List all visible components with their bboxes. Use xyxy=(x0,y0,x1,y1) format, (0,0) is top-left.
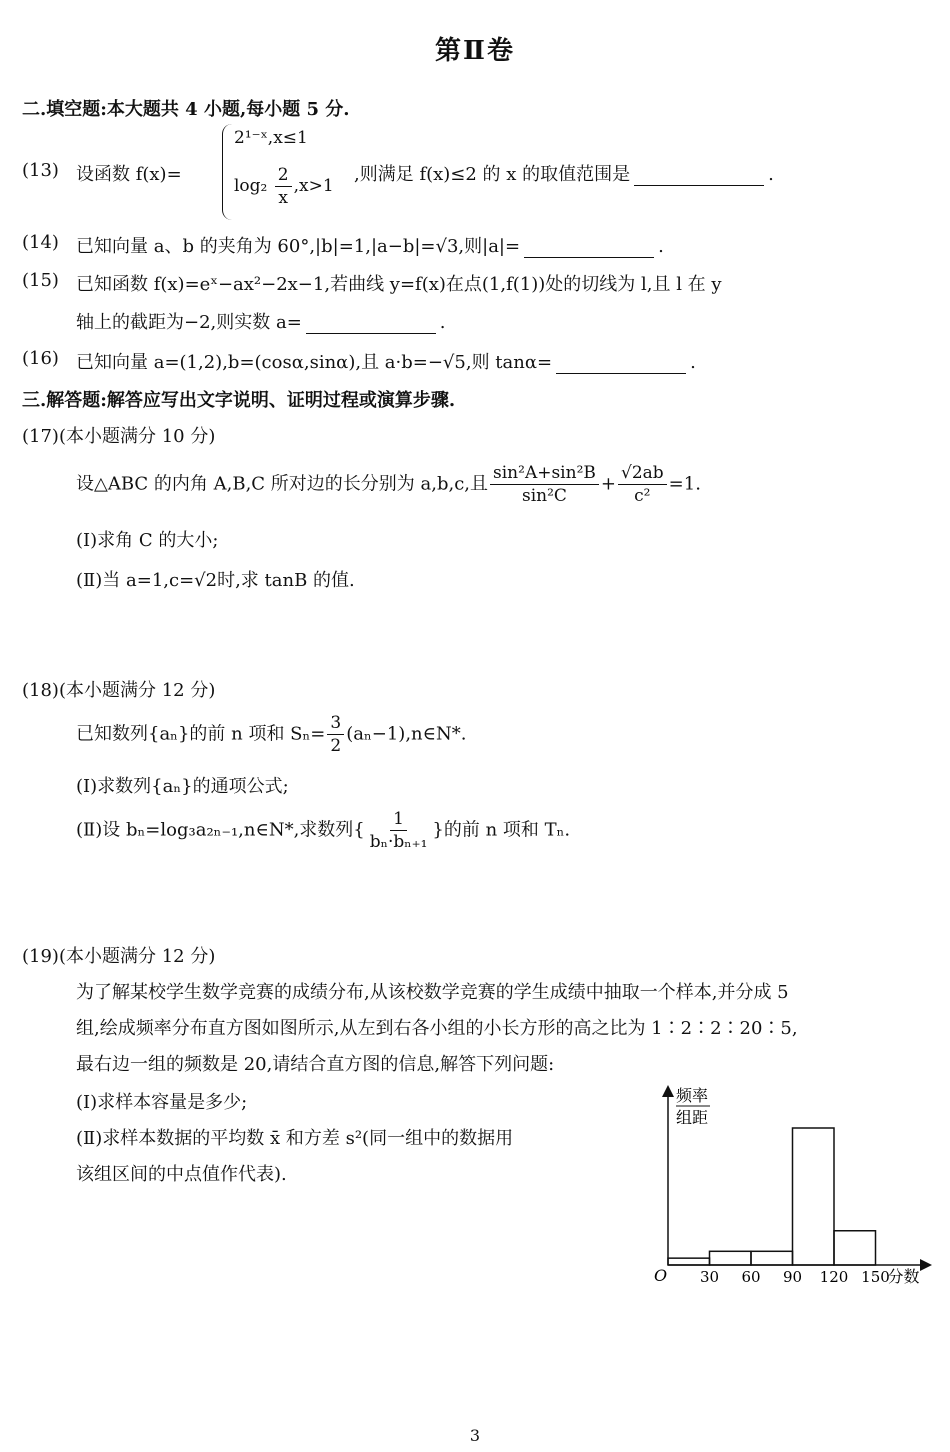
q13-case2-den: x xyxy=(278,188,288,208)
q14-number: (14) xyxy=(22,232,59,253)
q19-part2: (Ⅱ)求样本数据的平均数 x̄ 和方差 s²(同一组中的数据用 xyxy=(76,1128,514,1149)
histogram-bar xyxy=(751,1251,793,1265)
q13-suffix xyxy=(354,160,774,186)
q13-case2-log: log₂ xyxy=(234,176,268,196)
section-fill-in-heading: 二.填空题:本大题共 4 小题,每小题 5 分. xyxy=(22,99,350,120)
q18-part1: (Ⅰ)求数列{aₙ}的通项公式; xyxy=(76,776,289,797)
q18-post: (aₙ−1),n∈N*. xyxy=(346,723,467,745)
q17-f1-den: sin²C xyxy=(521,486,567,506)
q17-statement xyxy=(76,462,701,507)
q16-number: (16) xyxy=(22,348,59,369)
page-number: 3 xyxy=(469,1426,481,1445)
q19-line3: 最右边一组的频数是 20,请结合直方图的信息,解答下列问题: xyxy=(76,1054,555,1075)
q14-text: 已知向量 a、b 的夹角为 60°,|b|=1,|a−b|=√3,则|a|= xyxy=(76,236,521,257)
q19-part1: (Ⅰ)求样本容量是多少; xyxy=(76,1092,248,1113)
q13-case2-num: 2 xyxy=(275,164,292,187)
q15-answer-blank[interactable] xyxy=(306,315,436,334)
histogram-bar xyxy=(668,1258,710,1265)
y-label-bottom: 组距 xyxy=(676,1108,709,1127)
q13-case2-fraction xyxy=(275,164,292,209)
q17-fraction-2 xyxy=(618,462,667,507)
q15-line2 xyxy=(76,308,446,334)
q18-p2-num: 1 xyxy=(390,808,407,831)
q19-heading: (19)(本小题满分 12 分) xyxy=(22,946,216,967)
q17-f2-num: √2ab xyxy=(618,462,667,485)
q13-prefix: 设函数 f(x)= xyxy=(76,164,182,185)
q19-part3: 该组区间的中点值作代表). xyxy=(76,1164,287,1185)
frequency-histogram xyxy=(648,1085,938,1295)
q16-end: . xyxy=(690,352,696,373)
q15-end: . xyxy=(439,312,446,333)
q15-number: (15) xyxy=(22,270,59,291)
section-solution-heading: 三.解答题:解答应写出文字说明、证明过程或演算步骤. xyxy=(22,390,456,411)
q13-post: ,则满足 f(x)≤2 的 x 的取值范围是 xyxy=(354,164,631,185)
histogram-bar xyxy=(710,1251,752,1265)
q17-f2-den: c² xyxy=(634,486,651,506)
histogram-bar xyxy=(793,1128,835,1265)
q15-text: 已知函数 f(x)=eˣ−ax²−2x−1,若曲线 y=f(x)在点(1,f(1))处的切线为 l,且 l 在 y xyxy=(76,274,722,295)
q13-case1: 2¹⁻ˣ,x≤1 xyxy=(234,128,308,148)
q17-fraction-1 xyxy=(490,462,599,507)
q18-p2-pre: (Ⅱ)设 bₙ=log₃a₂ₙ₋₁,n∈N*,求数列{ xyxy=(76,819,365,841)
q17-heading: (17)(本小题满分 10 分) xyxy=(22,426,216,447)
q13-answer-blank[interactable] xyxy=(634,167,764,186)
q18-pre: 已知数列{aₙ}的前 n 项和 Sₙ= xyxy=(76,723,326,745)
y-label-top: 频率 xyxy=(676,1086,709,1105)
q18-statement xyxy=(76,712,466,757)
x-tick-label: 120 xyxy=(819,1268,849,1286)
q13-number: (13) xyxy=(22,160,59,181)
histogram-bar xyxy=(834,1231,876,1265)
q17-part1: (Ⅰ)求角 C 的大小; xyxy=(76,530,219,551)
q18-heading: (18)(本小题满分 12 分) xyxy=(22,680,216,701)
q17-pre: 设△ABC 的内角 A,B,C 所对边的长分别为 a,b,c,且 xyxy=(76,473,489,495)
q16-line xyxy=(76,348,696,374)
q14-answer-blank[interactable] xyxy=(524,239,654,258)
x-ticks-group xyxy=(700,1268,890,1286)
q13-case2 xyxy=(234,164,334,209)
q18-f-den: 2 xyxy=(330,736,342,756)
q19-line1: 为了解某校学生数学竞赛的成绩分布,从该校数学竞赛的学生成绩中抽取一个样本,并分成 5 xyxy=(76,982,789,1003)
q18-fraction xyxy=(327,712,344,757)
q17-part2: (Ⅱ)当 a=1,c=√2时,求 tanB 的值. xyxy=(76,570,355,591)
q13-end: . xyxy=(768,164,774,185)
x-tick-label: 150 xyxy=(861,1268,890,1286)
q16-text: 已知向量 a=(1,2),b=(cosα,sinα),且 a·b=−√5,则 tanα= xyxy=(76,352,553,373)
q17-post: =1. xyxy=(668,473,701,495)
origin-label: O xyxy=(654,1266,668,1285)
q18-p2-post: }的前 n 项和 Tₙ. xyxy=(432,819,571,841)
q13-case2-cond: ,x>1 xyxy=(293,176,334,196)
x-tick-label: 30 xyxy=(699,1268,720,1286)
q18-part2 xyxy=(76,808,570,853)
q14-line xyxy=(76,232,664,258)
q18-p2-fraction xyxy=(367,808,431,853)
q17-plus: + xyxy=(600,473,616,495)
bars-group xyxy=(668,1128,876,1265)
q19-line2: 组,绘成频率分布直方图如图所示,从左到右各小组的小长方形的高之比为 1∶2∶2∶20∶5, xyxy=(76,1018,798,1039)
page-title: 第Ⅱ卷 xyxy=(435,36,515,66)
q14-end: . xyxy=(658,236,664,257)
x-axis-label: 分数 xyxy=(887,1267,920,1286)
q15-text2: 轴上的截距为−2,则实数 a= xyxy=(76,312,302,333)
x-tick-label: 60 xyxy=(741,1268,761,1286)
q16-answer-blank[interactable] xyxy=(556,355,686,374)
q13-brace xyxy=(222,124,233,220)
q18-p2-den: bₙ·bₙ₊₁ xyxy=(369,832,428,852)
q17-f1-num: sin²A+sin²B xyxy=(490,462,599,485)
x-tick-label: 90 xyxy=(782,1268,803,1286)
q18-f-num: 3 xyxy=(327,712,344,735)
